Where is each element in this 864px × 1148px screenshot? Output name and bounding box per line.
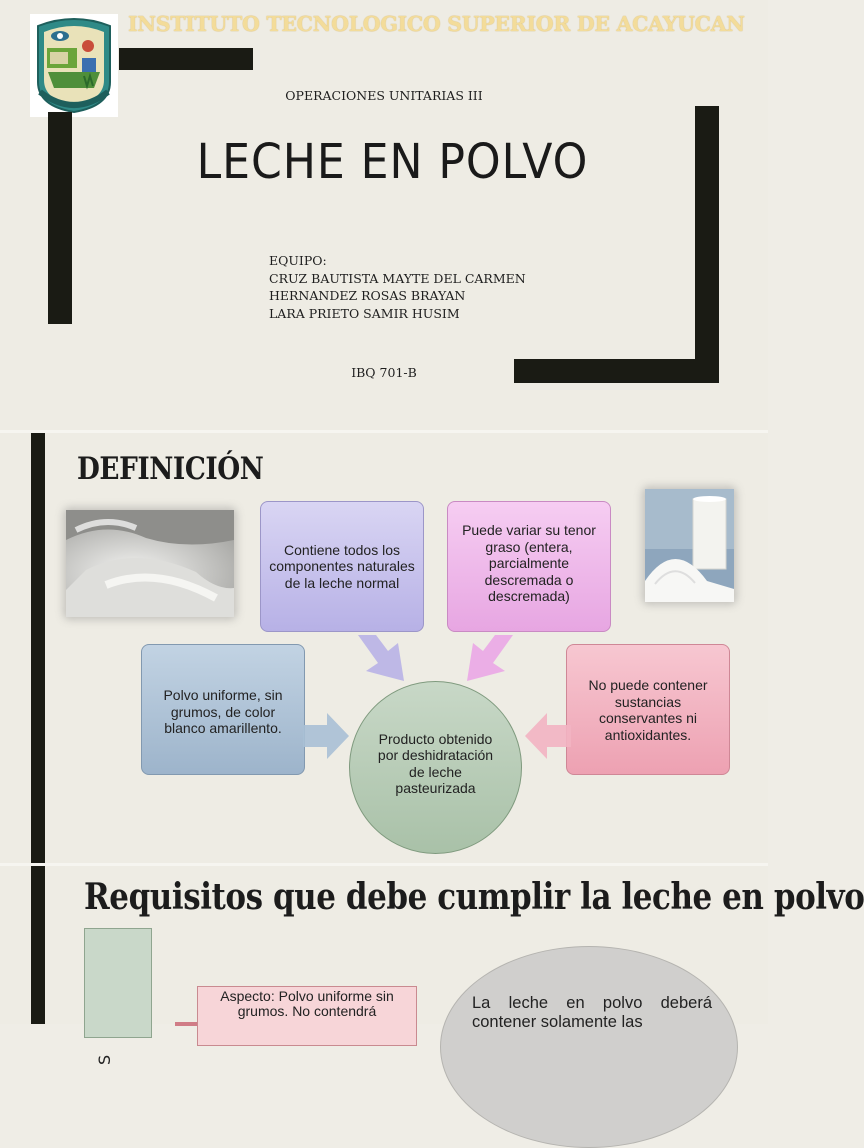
category-column [84,928,152,1065]
slide-title: Requisitos que debe cumplir la leche en polvo [84,876,864,918]
info-oval-text: La leche en polvo deberá contener solamente las [472,994,712,1031]
definition-box-preservatives: No puede contener sustancias conservantes ni antioxidantes. [566,644,730,775]
team-member: LARA PRIETO SAMIR HUSIM [269,305,460,321]
connector-line [175,1022,197,1026]
arrow-down-left-icon [461,631,517,683]
definition-center-circle: Producto obtenido por deshidratación de leche pasteurizada [349,681,522,854]
milk-powder-photo [66,510,234,617]
definition-box-uniform: Polvo uniforme, sin grumos, de color blanco amarillento. [141,644,305,775]
arrow-down-right-icon [354,631,410,683]
decor-bar-left [31,433,45,863]
decor-bar-top [119,48,253,70]
arrow-left-icon [523,713,571,759]
aspect-box: Aspecto: Polvo uniforme sin grumos. No contendrá [197,986,417,1046]
category-label: S [95,1054,114,1065]
info-oval [440,946,738,1148]
requirements-slide [0,866,864,1065]
institution-name: INSTITUTO TECNOLOGICO SUPERIOR DE ACAYUCAN [128,12,745,36]
definition-box-fat: Puede variar su tenor graso (entera, parcialmente descremada o descremada) [447,501,611,632]
title-slide [0,0,768,430]
group-code: IBQ 701-B [351,365,417,380]
definition-box-components: Contiene todos los componentes naturales de la leche normal [260,501,424,632]
slide-title: DEFINICIÓN [77,451,264,487]
team-label: EQUIPO: [269,253,327,268]
page-title: LECHE EN POLVO [196,134,589,190]
team-member: CRUZ BAUTISTA MAYTE DEL CARMEN [269,270,526,286]
course-name: OPERACIONES UNITARIAS III [285,88,483,103]
milk-glass-photo [645,489,734,602]
arrow-right-icon [303,713,351,759]
team-list [269,252,526,322]
definition-slide [0,433,768,863]
team-member: HERNANDEZ ROSAS BRAYAN [269,288,466,303]
decor-bar-left [31,866,45,1024]
